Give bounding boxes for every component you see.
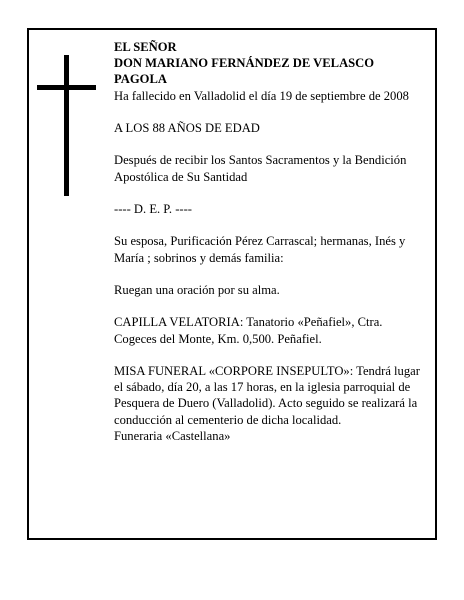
age-notice: A LOS 88 AÑOS DE EDAD bbox=[114, 121, 260, 135]
rip-notice: ---- D. E. P. ---- bbox=[114, 201, 192, 216]
deceased-name-line-1: DON MARIANO FERNÁNDEZ DE VELASCO bbox=[114, 56, 375, 71]
prayer-request: Ruegan una oración por su alma. bbox=[114, 282, 280, 297]
cross-icon bbox=[64, 55, 69, 196]
obituary-title: EL SEÑOR bbox=[114, 40, 177, 54]
death-notice: Ha fallecido en Valladolid el día 19 de septiembre de 2008 bbox=[114, 88, 409, 103]
funeral-mass-notice: MISA FUNERAL «CORPORE INSEPULTO»: Tendrá lugar el sábado, día 20, a las 17 horas, en la iglesia parroquial de Pesquera de Duero (Valladolid). Acto seguido se realizará la conducción al cementerio de dicha localidad. bbox=[114, 363, 420, 427]
deceased-name-line-2: PAGOLA bbox=[114, 72, 167, 87]
sacraments-notice: Después de recibir los Santos Sacramentos y la Bendición Apostólica de Su Santidad bbox=[114, 153, 407, 184]
obituary-text bbox=[114, 39, 426, 444]
family-notice: Su esposa, Purificación Pérez Carrascal; hermanas, Inés y María ; sobrinos y demás familia: bbox=[114, 234, 406, 265]
cross-icon-arm bbox=[37, 85, 96, 90]
chapel-notice: CAPILLA VELATORIA: Tanatorio «Peñafiel», Ctra. Cogeces del Monte, Km. 0,500. Peñafiel. bbox=[114, 315, 383, 346]
funeral-home: Funeraria «Castellana» bbox=[114, 428, 231, 443]
